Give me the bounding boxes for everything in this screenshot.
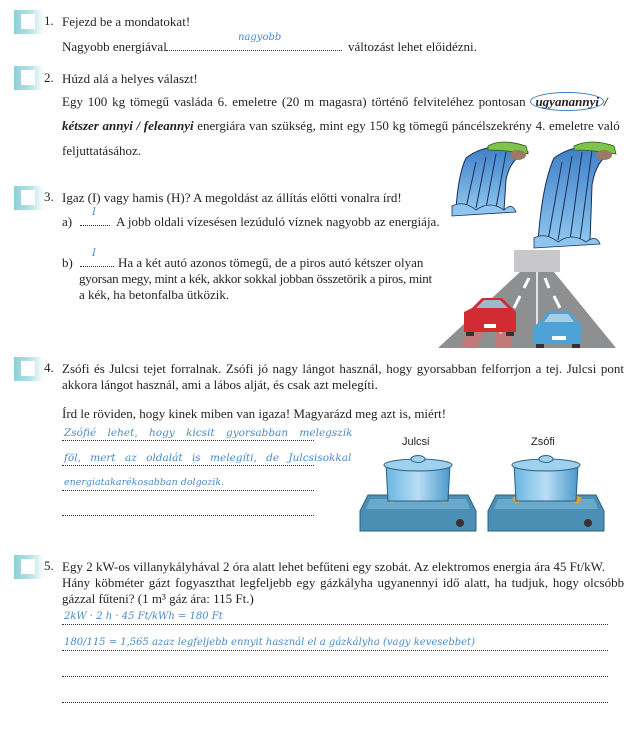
- q2-separator: /: [132, 118, 144, 133]
- q3b-line2: gyorsan megy, mint a kék, akkor sokkal jobban összetörik a piros, mint: [79, 271, 432, 286]
- q4-answer-line-3[interactable]: [62, 490, 314, 491]
- q2-option-ugyanannyi[interactable]: ugyanannyi: [530, 92, 604, 111]
- q2-line2: [62, 117, 620, 135]
- task-checkbox-3[interactable]: [14, 186, 44, 210]
- q4-answer-1: Zsófié lehet, hogy kicsit gyorsabban melegszik: [64, 427, 353, 439]
- concrete-wall: [514, 250, 560, 272]
- q1-answer: nagyobb: [238, 32, 282, 43]
- stove-label-zsofi: Zsófi: [531, 436, 555, 448]
- q4-answer-line-2[interactable]: [62, 465, 314, 466]
- q4-answer-line-4[interactable]: [62, 515, 314, 516]
- q3b-label: b): [62, 255, 73, 270]
- q3a-answer: I: [92, 207, 96, 218]
- q2-line1: [62, 93, 608, 111]
- q3b-line1: Ha a két autó azonos tömegű, de a piros autó kétszer olyan: [118, 255, 424, 270]
- q2-line1-text: Egy 100 kg tömegű vasláda 6. emeletre (20 m magasra) történő felviteléhez pontosan: [62, 94, 526, 109]
- stove-zsofi: [488, 456, 604, 532]
- q3a-text: A jobb oldali vízesésen lezúduló víznek nagyobb az energiája.: [116, 214, 440, 229]
- q2-separator: /: [604, 94, 608, 109]
- task-title-3: Igaz (I) vagy hamis (H)? A megoldást az állítás előtti vonalra írd!: [62, 190, 402, 205]
- q3b-line3: a kék, ha betonfalba ütközik.: [79, 287, 230, 302]
- stove-knob: [584, 519, 592, 527]
- task-number-3: 3.: [44, 189, 54, 204]
- stove-julcsi: [360, 456, 476, 532]
- q5-answer-line-1[interactable]: [62, 624, 608, 625]
- q4-line2: akkora lángot használ, ami a lábos alját, és csak azt melegíti.: [62, 377, 378, 392]
- q3b-answer: I: [92, 248, 96, 259]
- q4-line1: Zsófi és Julcsi tejet forralnak. Zsófi jó nagy lángot használ, hogy gyorsabban felforrjon a tej. Julcsi pont: [62, 361, 624, 376]
- q5-answer-line-3[interactable]: [62, 676, 608, 677]
- q1-before: Nagyobb energiával: [62, 39, 167, 54]
- q5-answer-2: 180/115 = 1,565 azaz legfeljebb ennyit használ el a gázkályha (vagy kevesebbet): [64, 637, 475, 648]
- task-number-5: 5.: [44, 558, 54, 573]
- task-number-4: 4.: [44, 360, 54, 375]
- task-checkbox-1[interactable]: [14, 10, 44, 34]
- q4-prompt: Írd le röviden, hogy kinek miben van igaza! Magyarázd meg azt is, miért!: [62, 406, 447, 421]
- task-checkbox-2[interactable]: [14, 66, 44, 90]
- task-checkbox-4[interactable]: [14, 357, 44, 381]
- waterfalls-illustration: [446, 140, 626, 250]
- q4-answer-3: energiatakarékosabban dolgozik.: [64, 477, 225, 488]
- task-title-2: Húzd alá a helyes választ!: [62, 71, 198, 86]
- q3a-label: a): [62, 214, 73, 229]
- q2-line2-text: energiára van szükség, mint egy 150 kg tömegű páncélszekrény 4. emeletre való: [197, 118, 620, 133]
- q1-answer-line[interactable]: [166, 50, 342, 51]
- stoves-illustration: [356, 455, 608, 535]
- q3b-answer-line[interactable]: [80, 266, 114, 267]
- q5-line3: gázzal fűteni? (1 m³ gáz ára: 115 Ft.): [62, 591, 254, 606]
- q5-line1: Egy 2 kW-os villanykályhával 2 óra alatt lehet befűteni egy szobát. Az elektromos energia ára 45 Ft/kW.: [62, 559, 605, 574]
- q3a-answer-line[interactable]: [80, 225, 110, 226]
- q4-answer-2: föl, mert az oldalát is melegíti, de Julcsisokkal: [64, 452, 352, 464]
- q2-option-ketszer[interactable]: kétszer annyi: [62, 118, 133, 133]
- cars-road-illustration: [426, 248, 626, 348]
- q2-line3: feljuttatásához.: [62, 143, 142, 158]
- stove-knob: [456, 519, 464, 527]
- q5-answer-line-4[interactable]: [62, 702, 608, 703]
- q4-answer-line-1[interactable]: [62, 440, 314, 441]
- task-checkbox-5[interactable]: [14, 555, 44, 579]
- task-title-1: Fejezd be a mondatokat!: [62, 14, 191, 29]
- task-number-1: 1.: [44, 13, 54, 28]
- q5-answer-1: 2kW · 2 h · 45 Ft/kWh = 180 Ft: [64, 611, 223, 622]
- q5-line2: Hány köbméter gázt fogyaszthat legfeljebb egy gázkályha ugyanennyi idő alatt, ha tudjuk, hogy olcsóbb: [62, 575, 625, 590]
- large-waterfall: [534, 142, 616, 248]
- q1-after: változást lehet előidézni.: [348, 39, 477, 54]
- q5-answer-line-2[interactable]: [62, 650, 608, 651]
- task-number-2: 2.: [44, 70, 54, 85]
- stove-label-julcsi: Julcsi: [402, 436, 430, 448]
- small-waterfall: [452, 142, 528, 216]
- q2-option-feleannyi[interactable]: feleannyi: [143, 118, 194, 133]
